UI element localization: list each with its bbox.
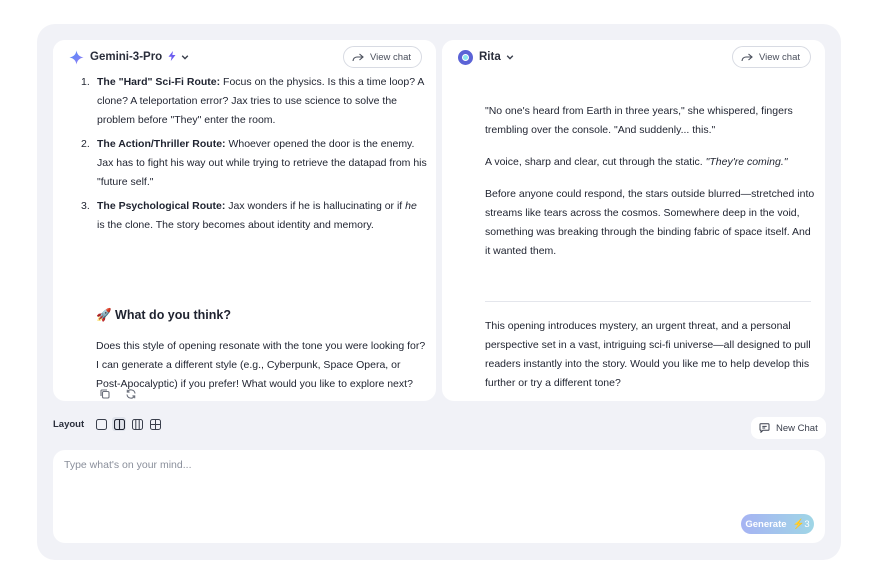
- chat-content-gemini: [53, 74, 436, 401]
- story-text: A voice, sharp and clear, cut through the static.: [485, 156, 706, 168]
- layout-single-icon[interactable]: [94, 417, 108, 431]
- list-number: 2.: [81, 138, 90, 150]
- new-chat-button[interactable]: [751, 417, 826, 439]
- share-arrow-icon: [741, 53, 753, 62]
- panel-header-gemini: [53, 40, 436, 74]
- route-list: [81, 74, 427, 240]
- divider: [485, 301, 811, 302]
- list-number: 1.: [81, 76, 90, 88]
- layout-two-column-icon[interactable]: [112, 417, 126, 431]
- route-body: is the clone. The story becomes about identity and memory.: [97, 219, 374, 231]
- gemini-sparkle-icon: [69, 50, 84, 65]
- story-paragraph: "No one's heard from Earth in three years," she whispered, fingers trembling over the console. "And suddenly... this.": [485, 105, 793, 136]
- app-shell: [37, 24, 841, 560]
- rita-logo-icon: [458, 50, 473, 65]
- lightning-icon: [168, 51, 176, 64]
- section-heading: 🚀 What do you think?: [96, 308, 231, 322]
- route-body: Whoever opened the door is the enemy. Jax has to fight his way out while trying to retrieve the datapad from his "future self.": [97, 138, 427, 188]
- chat-panel-rita: [442, 40, 825, 401]
- layout-options: [94, 417, 162, 431]
- panel-header-rita: [442, 40, 825, 74]
- layout-label: Layout: [53, 418, 85, 430]
- route-body: Focus on the physics. Is this a time loop? A clone? A teleportation error? Jax tries to use science to solve the problem before "They" enter the room.: [97, 76, 424, 126]
- generate-label: Generate: [745, 518, 787, 530]
- copy-icon[interactable]: [99, 388, 111, 400]
- view-chat-label: View chat: [758, 51, 800, 63]
- model-selector-label[interactable]: Rita: [479, 51, 501, 63]
- story-paragraph: Before anyone could respond, the stars outside blurred—stretched into streams like tears across the cosmos. Somewhere deep in the void, something was breaking through the binding fabric of space itself. And it wanted them.: [485, 188, 815, 257]
- layout-switcher: [53, 417, 162, 431]
- message-composer: [53, 450, 825, 543]
- message-actions: [99, 388, 137, 400]
- chevron-down-icon[interactable]: [506, 53, 514, 61]
- route-title: The Action/Thriller Route:: [97, 138, 226, 150]
- list-number: 3.: [81, 200, 90, 212]
- layout-three-column-icon[interactable]: [130, 417, 144, 431]
- view-chat-button[interactable]: [343, 46, 422, 68]
- list-item: [81, 74, 427, 130]
- chat-panel-gemini: [53, 40, 436, 401]
- chat-bubble-icon: [759, 423, 770, 433]
- list-item: [81, 197, 427, 235]
- new-chat-label: New Chat: [776, 422, 818, 434]
- closing-paragraph: Does this style of opening resonate with the tone you were looking for? I can generate a different style (e.g., Cyberpunk, Space Opera, or Post-Apocalyptic) if you prefer! What would you like to explore next?: [96, 340, 426, 390]
- prompt-input[interactable]: [64, 459, 664, 471]
- credit-count: ⚡3: [792, 518, 810, 530]
- share-arrow-icon: [352, 53, 364, 62]
- route-title: The Psychological Route:: [97, 200, 226, 212]
- generate-button[interactable]: [741, 514, 814, 534]
- summary-paragraph: This opening introduces mystery, an urgent threat, and a personal perspective set in a vast, intriguing sci-fi universe—all designed to pull readers instantly into the story. Would you like me to help develop this further or try a different tone?: [485, 320, 811, 389]
- view-chat-label: View chat: [369, 51, 411, 63]
- view-chat-button[interactable]: [732, 46, 811, 68]
- layout-grid-icon[interactable]: [148, 417, 162, 431]
- list-item: [81, 135, 427, 192]
- model-selector-label[interactable]: Gemini-3-Pro: [90, 51, 163, 63]
- route-body-emphasis: he: [405, 200, 417, 212]
- chat-content-rita: [442, 74, 825, 401]
- route-title: The "Hard" Sci-Fi Route:: [97, 76, 221, 88]
- chevron-down-icon[interactable]: [181, 53, 189, 61]
- regenerate-icon[interactable]: [125, 388, 137, 400]
- route-body: Jax wonders if he is hallucinating or if: [225, 200, 406, 212]
- story-paragraph: [485, 153, 815, 172]
- story-quote: "They're coming.": [705, 156, 788, 168]
